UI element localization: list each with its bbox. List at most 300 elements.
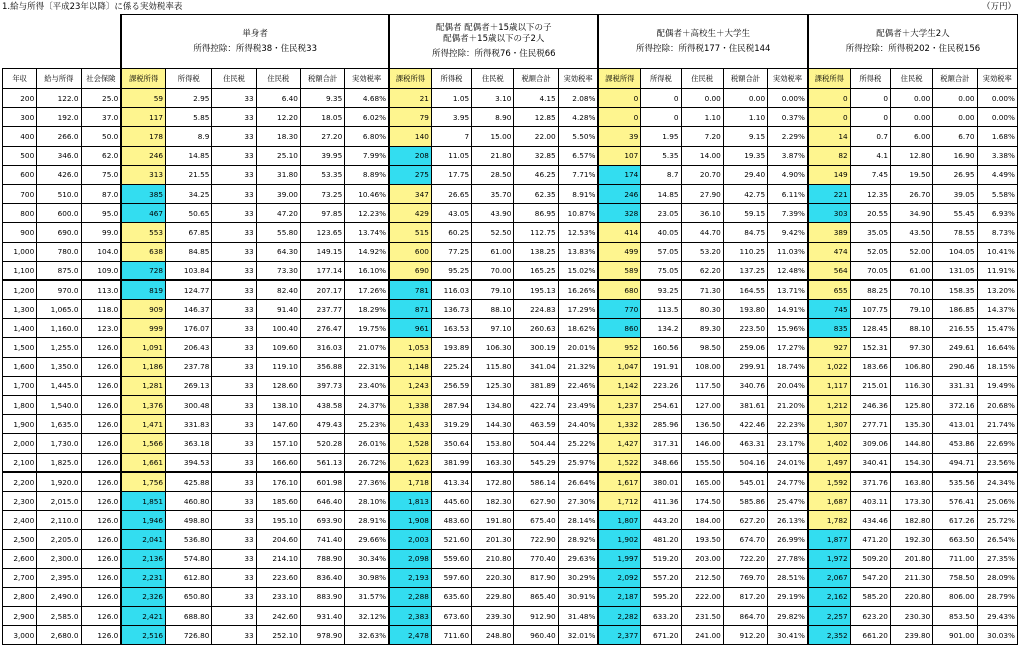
table-cell: 864.70	[723, 607, 767, 626]
table-cell: 1.95	[641, 127, 681, 146]
table-cell: 78.55	[933, 223, 977, 242]
table-cell: 883.90	[300, 587, 344, 606]
table-cell: 82.40	[256, 280, 300, 299]
table-cell: 1.10	[723, 108, 767, 127]
table-cell: 29.82%	[768, 607, 808, 626]
table-cell: 21.32%	[558, 357, 598, 376]
table-cell: 5.35	[641, 146, 681, 165]
table-cell: 6.70	[933, 127, 977, 146]
table-cell: 200	[3, 89, 37, 108]
table-cell: 42.75	[723, 184, 767, 203]
table-cell: 32.85	[514, 146, 558, 165]
table-cell: 17.29%	[558, 300, 598, 319]
table-cell: 2,041	[121, 530, 165, 549]
table-cell: 1.05	[431, 89, 471, 108]
table-cell: 24.34%	[977, 472, 1017, 491]
table-cell: 30.91%	[558, 587, 598, 606]
group-header-2	[389, 15, 598, 69]
table-cell: 2,478	[389, 626, 431, 645]
table-cell: 27.20	[300, 127, 344, 146]
table-cell: 12.35	[850, 184, 890, 203]
table-cell: 47.20	[256, 204, 300, 223]
table-cell: 2,400	[3, 511, 37, 530]
table-cell: 535.56	[933, 472, 977, 491]
table-row	[3, 108, 1018, 127]
table-cell: 138.25	[514, 242, 558, 261]
table-cell: 192.30	[890, 530, 932, 549]
column-header: 課税所得	[389, 69, 431, 89]
table-cell: 0.00%	[977, 89, 1017, 108]
table-cell: 4.49%	[977, 165, 1017, 184]
table-cell: 2,162	[808, 587, 850, 606]
table-cell: 1,825.0	[37, 453, 81, 472]
table-cell: 1,338	[389, 396, 431, 415]
table-cell: 4.68%	[345, 89, 389, 108]
table-cell: 1,142	[598, 376, 640, 395]
table-cell: 0	[850, 89, 890, 108]
table-cell: 5.85	[166, 108, 212, 127]
table-cell: 52.05	[850, 242, 890, 261]
table-cell: 2,516	[121, 626, 165, 645]
table-cell: 28.92%	[558, 530, 598, 549]
table-cell: 19.49%	[977, 376, 1017, 395]
table-cell: 25.72%	[977, 511, 1017, 530]
table-cell: 106.80	[890, 357, 932, 376]
table-cell: 26.95	[933, 165, 977, 184]
table-cell: 0	[598, 108, 640, 127]
table-cell: 835	[808, 319, 850, 338]
table-cell: 229.80	[472, 587, 514, 606]
table-cell: 146.00	[681, 434, 723, 453]
table-cell: 356.88	[300, 357, 344, 376]
column-header: 税額合計	[300, 69, 344, 89]
table-cell: 75.05	[641, 261, 681, 280]
table-cell: 15.00	[472, 127, 514, 146]
table-cell: 19.75%	[345, 319, 389, 338]
table-cell: 909	[121, 300, 165, 319]
table-cell: 385	[121, 184, 165, 203]
table-cell: 635.60	[431, 587, 471, 606]
table-cell: 18.62%	[558, 319, 598, 338]
table-cell: 210.80	[472, 549, 514, 568]
table-cell: 117.50	[681, 376, 723, 395]
table-cell: 299.91	[723, 357, 767, 376]
table-cell: 3.87%	[768, 146, 808, 165]
table-cell: 33	[212, 491, 256, 510]
group-header-3	[598, 15, 807, 69]
table-cell: 28.79%	[977, 587, 1017, 606]
table-cell: 612.80	[166, 568, 212, 587]
table-cell: 661.20	[850, 626, 890, 645]
table-cell: 12.80	[890, 146, 932, 165]
table-cell: 700	[3, 184, 37, 203]
table-cell: 1.68%	[977, 127, 1017, 146]
table-cell: 970.0	[37, 280, 81, 299]
table-cell: 118.0	[81, 300, 121, 319]
table-cell: 2,136	[121, 549, 165, 568]
table-cell: 84.85	[166, 242, 212, 261]
table-cell: 690	[389, 261, 431, 280]
table-cell: 195.13	[514, 280, 558, 299]
table-cell: 674.70	[723, 530, 767, 549]
table-cell: 510.0	[37, 184, 81, 203]
table-cell: 233.10	[256, 587, 300, 606]
table-cell: 1,307	[808, 415, 850, 434]
table-cell: 1,700	[3, 376, 37, 395]
table-cell: 381.61	[723, 396, 767, 415]
table-cell: 13.83%	[558, 242, 598, 261]
table-cell: 536.80	[166, 530, 212, 549]
table-cell: 149.15	[300, 242, 344, 261]
table-cell: 2,680.0	[37, 626, 81, 645]
table-cell: 23.05	[641, 204, 681, 223]
table-cell: 952	[598, 338, 640, 357]
table-cell: 300	[3, 108, 37, 127]
table-row	[3, 89, 1018, 108]
table-cell: 7	[431, 127, 471, 146]
table-cell: 59.15	[723, 204, 767, 223]
table-cell: 0.00	[890, 89, 932, 108]
table-cell: 126.0	[81, 434, 121, 453]
table-cell: 19.35	[723, 146, 767, 165]
group-deduction: 所得控除：所得税202・住民税156	[845, 43, 981, 54]
table-cell: 191.91	[641, 357, 681, 376]
table-cell: 207.17	[300, 280, 344, 299]
table-cell: 97.10	[472, 319, 514, 338]
table-cell: 154.30	[890, 453, 932, 472]
table-cell: 348.66	[641, 453, 681, 472]
table-cell: 31.48%	[558, 607, 598, 626]
table-cell: 557.20	[641, 568, 681, 587]
table-cell: 212.50	[681, 568, 723, 587]
table-cell: 29.63%	[558, 549, 598, 568]
table-cell: 429	[389, 204, 431, 223]
table-cell: 33	[212, 127, 256, 146]
table-cell: 39.95	[300, 146, 344, 165]
table-cell: 220.30	[472, 568, 514, 587]
table-cell: 166.60	[256, 453, 300, 472]
table-cell: 109.0	[81, 261, 121, 280]
table-cell: 309.06	[850, 434, 890, 453]
table-cell: 4.15	[514, 89, 558, 108]
table-cell: 1,243	[389, 376, 431, 395]
table-cell: 663.50	[933, 530, 977, 549]
table-cell: 31.80	[256, 165, 300, 184]
group-header-1	[121, 15, 389, 69]
table-cell: 25.10	[256, 146, 300, 165]
table-cell: 35.70	[472, 184, 514, 203]
table-cell: 43.50	[890, 223, 932, 242]
column-header: 課税所得	[808, 69, 850, 89]
table-cell: 237.78	[166, 357, 212, 376]
table-cell: 10.41%	[977, 242, 1017, 261]
table-cell: 30.98%	[345, 568, 389, 587]
table-cell: 115.80	[472, 357, 514, 376]
table-cell: 627.20	[723, 511, 767, 530]
table-cell: 239.30	[472, 607, 514, 626]
table-cell: 260.63	[514, 319, 558, 338]
table-cell: 30.34%	[345, 549, 389, 568]
table-cell: 1,877	[808, 530, 850, 549]
table-cell: 126.0	[81, 530, 121, 549]
table-cell: 33	[212, 587, 256, 606]
table-cell: 216.55	[933, 319, 977, 338]
table-row	[3, 146, 1018, 165]
table-cell: 137.25	[723, 261, 767, 280]
table-cell: 70.05	[850, 261, 890, 280]
table-cell: 40.05	[641, 223, 681, 242]
table-cell: 1,813	[389, 491, 431, 510]
table-cell: 33	[212, 261, 256, 280]
table-cell: 43.05	[431, 204, 471, 223]
table-cell: 413.01	[933, 415, 977, 434]
table-cell: 88.25	[850, 280, 890, 299]
table-cell: 8.7	[641, 165, 681, 184]
table-cell: 403.11	[850, 491, 890, 510]
table-cell: 259.06	[723, 338, 767, 357]
table-cell: 381.99	[431, 453, 471, 472]
table-cell: 0	[598, 89, 640, 108]
table-cell: 1.10	[681, 108, 723, 127]
table-cell: 413.34	[431, 472, 471, 491]
table-row	[3, 511, 1018, 530]
table-cell: 246	[121, 146, 165, 165]
table-cell: 1,946	[121, 511, 165, 530]
table-cell: 23.49%	[558, 396, 598, 415]
table-cell: 7.71%	[558, 165, 598, 184]
column-header: 税額合計	[933, 69, 977, 89]
table-cell: 119.10	[256, 357, 300, 376]
table-cell: 33	[212, 280, 256, 299]
table-cell: 239.80	[890, 626, 932, 645]
table-cell: 134.2	[641, 319, 681, 338]
table-cell: 15.96%	[768, 319, 808, 338]
table-cell: 89.30	[681, 319, 723, 338]
table-cell: 39	[598, 127, 640, 146]
table-cell: 6.02%	[345, 108, 389, 127]
table-cell: 1,445.0	[37, 376, 81, 395]
table-cell: 126.0	[81, 626, 121, 645]
table-cell: 22.00	[514, 127, 558, 146]
table-cell: 12.20	[256, 108, 300, 127]
table-cell: 328	[598, 204, 640, 223]
table-cell: 33	[212, 472, 256, 491]
table-cell: 900	[3, 223, 37, 242]
table-cell: 680	[598, 280, 640, 299]
table-row	[3, 319, 1018, 338]
table-cell: 172.80	[472, 472, 514, 491]
table-cell: 21.07%	[345, 338, 389, 357]
table-cell: 1,540.0	[37, 396, 81, 415]
table-cell: 28.91%	[345, 511, 389, 530]
table-cell: 13.20%	[977, 280, 1017, 299]
column-header: 実効税率	[558, 69, 598, 89]
column-header: 所得税	[166, 69, 212, 89]
table-cell: 655	[808, 280, 850, 299]
table-cell: 176.07	[166, 319, 212, 338]
table-cell: 32.63%	[345, 626, 389, 645]
table-cell: 8.9	[166, 127, 212, 146]
table-cell: 70.10	[890, 280, 932, 299]
table-cell: 33	[212, 530, 256, 549]
table-row	[3, 165, 1018, 184]
table-cell: 29.19%	[768, 587, 808, 606]
table-cell: 248.80	[472, 626, 514, 645]
table-cell: 99.0	[81, 223, 121, 242]
table-cell: 479.43	[300, 415, 344, 434]
column-header: 税額合計	[723, 69, 767, 89]
table-cell: 29.40	[723, 165, 767, 184]
table-cell: 17.26%	[345, 280, 389, 299]
table-cell: 15.47%	[977, 319, 1017, 338]
table-cell: 55.45	[933, 204, 977, 223]
table-cell: 87.0	[81, 184, 121, 203]
table-cell: 2,110.0	[37, 511, 81, 530]
table-cell: 927	[808, 338, 850, 357]
column-header: 所得税	[431, 69, 471, 89]
table-cell: 12.85	[514, 108, 558, 127]
table-cell: 481.20	[641, 530, 681, 549]
table-cell: 21	[389, 89, 431, 108]
table-cell: 2,352	[808, 626, 850, 645]
table-cell: 2,092	[598, 568, 640, 587]
column-header: 社会保険	[81, 69, 121, 89]
table-cell: 222.00	[681, 587, 723, 606]
table-cell: 16.10%	[345, 261, 389, 280]
table-cell: 27.35%	[977, 549, 1017, 568]
table-cell: 1,800	[3, 396, 37, 415]
table-cell: 26.13%	[768, 511, 808, 530]
table-cell: 152.31	[850, 338, 890, 357]
table-cell: 93.25	[641, 280, 681, 299]
table-cell: 589	[598, 261, 640, 280]
table-cell: 64.30	[256, 242, 300, 261]
table-cell: 1,022	[808, 357, 850, 376]
table-row	[3, 204, 1018, 223]
table-cell: 32.01%	[558, 626, 598, 645]
table-cell: 25.47%	[768, 491, 808, 510]
table-cell: 22.69%	[977, 434, 1017, 453]
table-cell: 817.90	[514, 568, 558, 587]
table-cell: 186.85	[933, 300, 977, 319]
table-cell: 266.0	[37, 127, 81, 146]
table-cell: 0.00	[933, 108, 977, 127]
table-cell: 126.0	[81, 511, 121, 530]
table-cell: 467	[121, 204, 165, 223]
table-cell: 1,471	[121, 415, 165, 434]
table-cell: 545.01	[723, 472, 767, 491]
table-cell: 836.40	[300, 568, 344, 587]
table-cell: 44.70	[681, 223, 723, 242]
table-cell: 1,255.0	[37, 338, 81, 357]
table-cell: 183.66	[850, 357, 890, 376]
table-cell: 2,800	[3, 587, 37, 606]
table-cell: 800	[3, 204, 37, 223]
table-cell: 185.60	[256, 491, 300, 510]
table-cell: 25.0	[81, 89, 121, 108]
table-cell: 1,237	[598, 396, 640, 415]
table-cell: 2,100	[3, 453, 37, 472]
table-cell: 50.0	[81, 127, 121, 146]
table-cell: 155.50	[681, 453, 723, 472]
table-cell: 62.20	[681, 261, 723, 280]
table-cell: 13.71%	[768, 280, 808, 299]
table-cell: 781	[389, 280, 431, 299]
table-cell: 33	[212, 223, 256, 242]
column-header: 住民税	[212, 69, 256, 89]
table-cell: 2,600	[3, 549, 37, 568]
table-cell: 788.90	[300, 549, 344, 568]
table-cell: 1,623	[389, 453, 431, 472]
table-cell: 8.90	[472, 108, 514, 127]
table-cell: 17.75	[431, 165, 471, 184]
table-cell: 1,148	[389, 357, 431, 376]
table-cell: 564	[808, 261, 850, 280]
table-cell: 1,661	[121, 453, 165, 472]
table-cell: 177.14	[300, 261, 344, 280]
table-cell: 638	[121, 242, 165, 261]
table-cell: 389	[808, 223, 850, 242]
table-cell: 14.85	[641, 184, 681, 203]
table-cell: 1,900	[3, 415, 37, 434]
table-cell: 122.0	[37, 89, 81, 108]
table-cell: 4.90%	[768, 165, 808, 184]
table-cell: 60.25	[431, 223, 471, 242]
table-cell: 113.5	[641, 300, 681, 319]
table-cell: 73.30	[256, 261, 300, 280]
table-cell: 1,712	[598, 491, 640, 510]
table-cell: 33	[212, 396, 256, 415]
table-row	[3, 587, 1018, 606]
table-cell: 15.02%	[558, 261, 598, 280]
table-cell: 5.50%	[558, 127, 598, 146]
table-cell: 67.85	[166, 223, 212, 242]
table-cell: 515	[389, 223, 431, 242]
table-cell: 2,288	[389, 587, 431, 606]
table-cell: 595.20	[641, 587, 681, 606]
table-cell: 1,402	[808, 434, 850, 453]
table-cell: 163.53	[431, 319, 471, 338]
table-cell: 31.57%	[345, 587, 389, 606]
table-cell: 140	[389, 127, 431, 146]
table-cell: 246.36	[850, 396, 890, 415]
table-cell: 520.28	[300, 434, 344, 453]
table-cell: 208	[389, 146, 431, 165]
table-cell: 363.18	[166, 434, 212, 453]
table-cell: 79	[389, 108, 431, 127]
table-cell: 33	[212, 300, 256, 319]
table-cell: 317.31	[641, 434, 681, 453]
table-row	[3, 626, 1018, 645]
table-cell: 97.30	[890, 338, 932, 357]
table-cell: 780.0	[37, 242, 81, 261]
table-cell: 108.00	[681, 357, 723, 376]
table-cell: 79.10	[890, 300, 932, 319]
table-cell: 52.50	[472, 223, 514, 242]
table-cell: 2,200	[3, 472, 37, 491]
table-cell: 26.99%	[768, 530, 808, 549]
table-cell: 24.37%	[345, 396, 389, 415]
table-cell: 126.0	[81, 396, 121, 415]
table-cell: 11.05	[431, 146, 471, 165]
table-cell: 6.93%	[977, 204, 1017, 223]
table-cell: 22.23%	[768, 415, 808, 434]
column-header: 税額合計	[514, 69, 558, 89]
table-cell: 443.20	[641, 511, 681, 530]
table-cell: 2,282	[598, 607, 640, 626]
table-cell: 728	[121, 261, 165, 280]
table-cell: 1,972	[808, 549, 850, 568]
